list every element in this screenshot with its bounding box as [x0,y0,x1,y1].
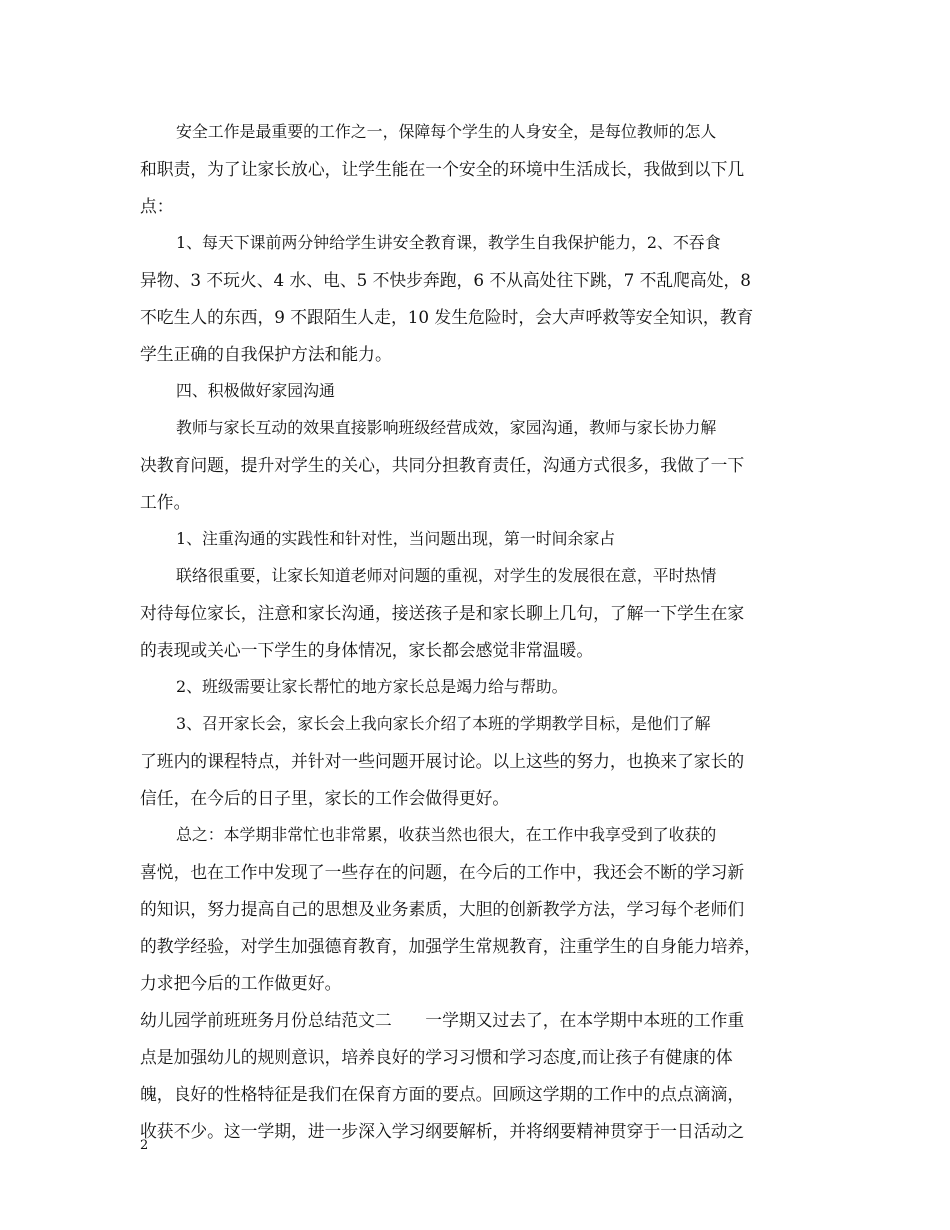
text-line: 信任，在今后的日子里，家长的工作会做得更好。 [140,788,510,808]
text-line: 不吃生人的东西，9 不跟陌生人走，10 发生危险时，会大声呼救等安全知识，教育 [140,307,754,327]
text-line: 喜悦，也在工作中发现了一些存在的问题，在今后的工作中，我还会不断的学习新 [140,862,745,882]
section-heading: 四、积极做好家园沟通 [176,381,335,400]
text-line: 学生正确的自我保护方法和能力。 [140,344,392,364]
text-line: 的教学经验，对学生加强德育教育，加强学生常规教育，注重学生的自身能力培养， [140,936,761,956]
text-line: 收获不少。这一学期，进一步深入学习纲要解析，并将纲要精神贯穿于一日活动之 [140,1121,745,1141]
text-line: 1、注重沟通的实践性和针对性，当问题出现，第一时间余家占 [176,529,616,548]
text-line: 对待每位家长，注意和家长沟通，接送孩子是和家长聊上几句，了解一下学生在家 [140,603,745,623]
text-line: 和职责，为了让家长放心，让学生能在一个安全的环境中生活成长，我做到以下几 [140,159,745,179]
text-line: 的知识，努力提高自己的思想及业务素质，大胆的创新教学方法，学习每个老师们 [140,899,745,919]
page-number: 2 [140,1138,149,1153]
text-line: 2、班级需要让家长帮忙的地方家长总是竭力给与帮助。 [176,677,568,696]
text-line: 决教育问题，提升对学生的关心，共同分担教育责任，沟通方式很多，我做了一下 [140,455,745,475]
text-line: 1、每天下课前两分钟给学生讲安全教育课，教学生自我保护能力，2、不吞食 [176,233,721,252]
text-line: 总之：本学期非常忙也非常累，收获当然也很大，在工作中我享受到了收获的 [176,825,717,844]
text-line: 点： [140,196,174,216]
text-line: 力求把今后的工作做更好。 [140,973,342,993]
text-line: 的表现或关心一下学生的身体情况，家长都会感觉非常温暖。 [140,640,594,660]
text-line: 工作。 [140,492,191,512]
text-line: 联络很重要，让家长知道老师对问题的重视，对学生的发展很在意，平时热情 [176,566,717,585]
text-line: 魄，良好的性格特征是我们在保育方面的要点。回顾这学期的工作中的点点滴滴， [140,1084,745,1104]
text-line: 异物、3 不玩火、4 水、电、5 不快步奔跑，6 不从高处往下跳，7 不乱爬高处，8 [140,270,751,290]
text-line: 安全工作是最重要的工作之一，保障每个学生的人身安全，是每位教师的怎人 [176,122,717,141]
text-line: 幼儿园学前班班务月份总结范文二 一学期又过去了，在本学期中本班的工作重 [140,1010,745,1030]
text-line: 3、召开家长会，家长会上我向家长介绍了本班的学期教学目标，是他们了解 [176,714,711,733]
text-line: 教师与家长互动的效果直接影响班级经营成效，家园沟通，教师与家长协力解 [176,418,717,437]
text-line: 点是加强幼儿的规则意识，培养良好的学习习惯和学习态度,而让孩子有健康的体 [140,1047,733,1067]
text-line: 了班内的课程特点，并针对一些问题开展讨论。以上这些的努力，也换来了家长的 [140,751,745,771]
